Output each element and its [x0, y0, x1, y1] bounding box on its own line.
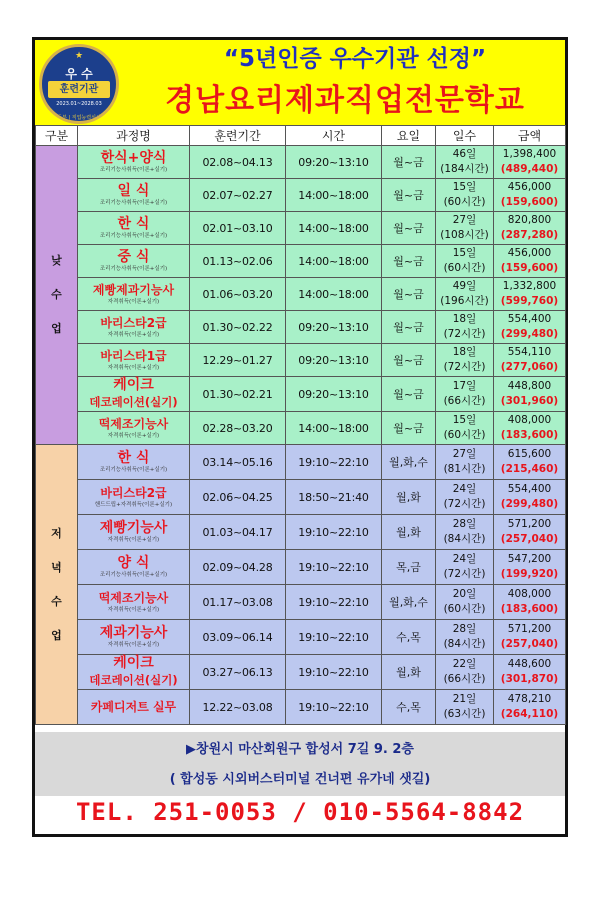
table-row [36, 245, 566, 278]
discounted-amount: (159,600) [500, 262, 559, 274]
course-subtitle: 자격취득(이론+실기) [107, 433, 160, 439]
training-period: 03.27~06.13 [190, 655, 286, 690]
emblem-star-icon: ★ [74, 51, 84, 61]
tuition-amount: 448,600 [507, 658, 552, 670]
hours-count: (66시간) [443, 673, 486, 685]
days-count: 27일 [452, 214, 477, 226]
discounted-amount: (489,440) [500, 163, 559, 175]
course-name: 중 식 [117, 249, 150, 265]
hours-count: (60시간) [443, 429, 486, 441]
class-time: 14:00~18:00 [286, 278, 382, 311]
amount-cell [494, 480, 566, 515]
course-name: 제빵기능사 [99, 520, 168, 536]
landmark-text: ( 합성동 시외버스터미널 건너편 유가네 샛길) [169, 772, 431, 787]
class-time: 09:20~13:10 [286, 146, 382, 179]
hours-count: (84시간) [443, 638, 486, 650]
days-cell [436, 480, 494, 515]
certification-headline: “5년인증 우수기관 선정” [223, 46, 487, 72]
table-row [36, 585, 566, 620]
course-cell [78, 655, 190, 690]
course-schedule-table [35, 125, 566, 725]
discounted-amount: (257,040) [500, 533, 559, 545]
class-time: 09:20~13:10 [286, 311, 382, 344]
discounted-amount: (159,600) [500, 196, 559, 208]
class-time: 14:00~18:00 [286, 212, 382, 245]
tuition-amount: 456,000 [507, 247, 552, 259]
table-row [36, 344, 566, 377]
days-count: 27일 [452, 448, 477, 460]
emblem-top-text: 우 수 [65, 67, 93, 81]
tuition-amount: 554,110 [507, 346, 552, 358]
tuition-amount: 547,200 [507, 553, 552, 565]
course-name: 한 식 [117, 216, 150, 232]
training-period: 01.03~04.17 [190, 515, 286, 550]
amount-cell [494, 515, 566, 550]
training-period: 03.09~06.14 [190, 620, 286, 655]
column-header: 요일 [382, 126, 436, 146]
address-band [35, 732, 565, 796]
tuition-amount: 478,210 [507, 693, 552, 705]
table-row [36, 445, 566, 480]
hours-count: (184시간) [440, 163, 489, 175]
certified-institution-emblem [39, 44, 119, 124]
course-subtitle: 조리기능사취득(이론+실기) [99, 572, 168, 578]
course-cell [78, 690, 190, 725]
course-subtitle: 조리기능사취득(이론+실기) [99, 167, 168, 173]
amount-cell [494, 690, 566, 725]
amount-cell [494, 445, 566, 480]
hours-count: (72시간) [443, 361, 486, 373]
discounted-amount: (215,460) [500, 463, 559, 475]
course-subtitle: 자격취득(이론+실기) [107, 332, 160, 338]
table-row [36, 311, 566, 344]
table-row [36, 377, 566, 412]
course-cell [78, 212, 190, 245]
course-name: 바리스타1급 [100, 349, 167, 363]
tuition-amount: 554,400 [507, 313, 552, 325]
days-cell [436, 445, 494, 480]
amount-cell [494, 620, 566, 655]
table-row [36, 212, 566, 245]
days-cell [436, 245, 494, 278]
tuition-amount: 408,000 [507, 588, 552, 600]
class-days: 월~금 [382, 146, 436, 179]
days-cell [436, 515, 494, 550]
discounted-amount: (183,600) [500, 603, 559, 615]
emblem-small-text: 2023.01~2028.03 [56, 101, 102, 107]
tuition-amount: 408,000 [507, 414, 552, 426]
class-days: 월,화,수 [382, 445, 436, 480]
table-row [36, 412, 566, 445]
column-header: 훈련기간 [190, 126, 286, 146]
course-cell [78, 412, 190, 445]
days-cell [436, 550, 494, 585]
table-row [36, 550, 566, 585]
days-count: 18일 [452, 346, 477, 358]
hours-count: (72시간) [443, 498, 486, 510]
tuition-amount: 1,332,800 [502, 280, 557, 292]
section-label-text: 낮 수 업 [51, 254, 62, 335]
training-period: 12.29~01.27 [190, 344, 286, 377]
days-count: 15일 [452, 414, 477, 426]
days-cell [436, 179, 494, 212]
flyer-frame [32, 37, 568, 837]
class-time: 18:50~21:40 [286, 480, 382, 515]
course-cell [78, 585, 190, 620]
course-cell [78, 480, 190, 515]
course-name: 한 식 [117, 450, 150, 466]
days-cell [436, 655, 494, 690]
table-row [36, 690, 566, 725]
tuition-amount: 554,400 [507, 483, 552, 495]
course-subtitle: 자격취득(이론+실기) [107, 299, 160, 305]
training-period: 01.06~03.20 [190, 278, 286, 311]
days-count: 46일 [452, 148, 477, 160]
course-subtitle: 조리기능사취득(이론+실기) [99, 266, 168, 272]
school-name: 경남요리제과직업전문학교 [165, 83, 525, 118]
course-name: 케이크 [113, 377, 154, 393]
class-days: 월~금 [382, 344, 436, 377]
hours-count: (72시간) [443, 568, 486, 580]
flyer-header [35, 40, 565, 125]
amount-cell [494, 585, 566, 620]
training-period: 01.30~02.21 [190, 377, 286, 412]
days-count: 22일 [452, 658, 477, 670]
course-subtitle: 조리기능사취득(이론+실기) [99, 200, 168, 206]
tuition-amount: 615,600 [507, 448, 552, 460]
class-time: 14:00~18:00 [286, 412, 382, 445]
class-days: 월~금 [382, 179, 436, 212]
days-count: 24일 [452, 483, 477, 495]
class-time: 19:10~22:10 [286, 550, 382, 585]
days-cell [436, 585, 494, 620]
training-period: 01.30~02.22 [190, 311, 286, 344]
hours-count: (60시간) [443, 603, 486, 615]
days-count: 15일 [452, 247, 477, 259]
table-row [36, 179, 566, 212]
days-cell [436, 212, 494, 245]
class-time: 19:10~22:10 [286, 690, 382, 725]
course-name: 제과기능사 [99, 625, 168, 641]
days-count: 17일 [452, 380, 477, 392]
training-period: 02.06~04.25 [190, 480, 286, 515]
days-cell [436, 620, 494, 655]
amount-cell [494, 278, 566, 311]
course-cell [78, 146, 190, 179]
course-cell [78, 445, 190, 480]
course-name: 양 식 [117, 555, 150, 571]
day-classes-body [36, 146, 566, 445]
section-label-text: 저 녁 수 업 [51, 526, 62, 642]
discounted-amount: (301,960) [500, 395, 559, 407]
tuition-amount: 571,200 [507, 518, 552, 530]
course-subtitle: 자격취득(이론+실기) [107, 365, 160, 371]
amount-cell [494, 377, 566, 412]
class-time: 19:10~22:10 [286, 515, 382, 550]
column-header: 구분 [36, 126, 78, 146]
course-subtitle: 자격취득(이론+실기) [107, 607, 160, 613]
discounted-amount: (199,920) [500, 568, 559, 580]
training-period: 02.28~03.20 [190, 412, 286, 445]
course-name: 바리스타2급 [100, 316, 167, 330]
days-count: 24일 [452, 553, 477, 565]
tuition-amount: 1,398,400 [502, 148, 557, 160]
class-time: 19:10~22:10 [286, 655, 382, 690]
section-day-label [36, 146, 78, 445]
discounted-amount: (183,600) [500, 429, 559, 441]
amount-cell [494, 344, 566, 377]
address-text: ▶창원시 마산회원구 합성서 7길 9. 2층 [186, 742, 414, 757]
days-count: 18일 [452, 313, 477, 325]
class-days: 목,금 [382, 550, 436, 585]
discounted-amount: (264,110) [500, 708, 559, 720]
class-time: 09:20~13:10 [286, 377, 382, 412]
course-cell [78, 620, 190, 655]
amount-cell [494, 146, 566, 179]
discounted-amount: (277,060) [500, 361, 559, 373]
column-header: 시간 [286, 126, 382, 146]
discounted-amount: (257,040) [500, 638, 559, 650]
hours-count: (72시간) [443, 328, 486, 340]
course-cell [78, 179, 190, 212]
course-name: 떡제조기능사 [98, 591, 169, 605]
hours-count: (60시간) [443, 262, 486, 274]
class-time: 14:00~18:00 [286, 179, 382, 212]
amount-cell [494, 212, 566, 245]
course-subtitle: 핸드드립+자격취득(이론+실기) [94, 502, 173, 508]
course-subtitle: 데코레이션(실기) [89, 673, 178, 687]
course-cell [78, 550, 190, 585]
table-row [36, 620, 566, 655]
training-period: 02.08~04.13 [190, 146, 286, 179]
course-cell [78, 278, 190, 311]
discounted-amount: (301,870) [500, 673, 559, 685]
training-period: 01.17~03.08 [190, 585, 286, 620]
class-days: 월,화 [382, 655, 436, 690]
days-cell [436, 377, 494, 412]
course-name: 일 식 [117, 183, 150, 199]
course-name: 바리스타2급 [100, 486, 167, 500]
class-time: 19:10~22:10 [286, 585, 382, 620]
days-count: 21일 [452, 693, 477, 705]
class-days: 월~금 [382, 377, 436, 412]
class-time: 14:00~18:00 [286, 245, 382, 278]
days-count: 15일 [452, 181, 477, 193]
class-time: 19:10~22:10 [286, 620, 382, 655]
hours-count: (63시간) [443, 708, 486, 720]
class-days: 월~금 [382, 278, 436, 311]
section-evening-label [36, 445, 78, 725]
discounted-amount: (299,480) [500, 328, 559, 340]
days-cell [436, 412, 494, 445]
column-header: 금액 [494, 126, 566, 146]
training-period: 02.09~04.28 [190, 550, 286, 585]
table-header-row [36, 126, 566, 146]
class-days: 수,목 [382, 620, 436, 655]
days-cell [436, 278, 494, 311]
tuition-amount: 448,800 [507, 380, 552, 392]
days-cell [436, 311, 494, 344]
class-days: 월~금 [382, 245, 436, 278]
course-name: 케이크 [113, 655, 154, 671]
hours-count: (108시간) [440, 229, 489, 241]
tuition-amount: 571,200 [507, 623, 552, 635]
column-header: 일수 [436, 126, 494, 146]
course-cell [78, 377, 190, 412]
training-period: 01.13~02.06 [190, 245, 286, 278]
course-cell [78, 245, 190, 278]
course-name: 떡제조기능사 [98, 417, 169, 431]
class-days: 월~금 [382, 311, 436, 344]
days-count: 49일 [452, 280, 477, 292]
course-name: 제빵제과기능사 [92, 283, 175, 297]
amount-cell [494, 311, 566, 344]
course-subtitle: 조리기능사취득(이론+실기) [99, 467, 168, 473]
amount-cell [494, 655, 566, 690]
discounted-amount: (599,760) [500, 295, 559, 307]
class-time: 19:10~22:10 [286, 445, 382, 480]
amount-cell [494, 179, 566, 212]
emblem-main-text: 훈련기관 [48, 81, 110, 98]
class-days: 월,화 [382, 515, 436, 550]
hours-count: (81시간) [443, 463, 486, 475]
table-row [36, 655, 566, 690]
course-subtitle: 자격취득(이론+실기) [107, 642, 160, 648]
course-name: 카페디저트 실무 [90, 699, 177, 714]
table-row [36, 515, 566, 550]
hours-count: (196시간) [440, 295, 489, 307]
evening-classes-body [36, 445, 566, 725]
days-count: 20일 [452, 588, 477, 600]
days-cell [436, 690, 494, 725]
training-period: 12.22~03.08 [190, 690, 286, 725]
table-row [36, 480, 566, 515]
hours-count: (66시간) [443, 395, 486, 407]
days-cell [436, 344, 494, 377]
tuition-amount: 456,000 [507, 181, 552, 193]
class-time: 09:20~13:10 [286, 344, 382, 377]
amount-cell [494, 550, 566, 585]
course-cell [78, 311, 190, 344]
course-cell [78, 515, 190, 550]
hours-count: (84시간) [443, 533, 486, 545]
emblem-ring-text: 고용노동부 | 직업능력심사평가원 [42, 115, 116, 121]
tuition-amount: 820,800 [507, 214, 552, 226]
course-cell [78, 344, 190, 377]
days-cell [436, 146, 494, 179]
class-days: 월,화 [382, 480, 436, 515]
training-period: 02.01~03.10 [190, 212, 286, 245]
discounted-amount: (287,280) [500, 229, 559, 241]
table-row [36, 146, 566, 179]
flyer-footer [35, 732, 565, 834]
class-days: 수,목 [382, 690, 436, 725]
course-subtitle: 데코레이션(실기) [89, 395, 178, 409]
table-row [36, 278, 566, 311]
amount-cell [494, 412, 566, 445]
discounted-amount: (299,480) [500, 498, 559, 510]
training-period: 02.07~02.27 [190, 179, 286, 212]
days-count: 28일 [452, 623, 477, 635]
course-subtitle: 조리기능사취득(이론+실기) [99, 233, 168, 239]
course-name: 한식+양식 [100, 150, 167, 166]
class-days: 월~금 [382, 212, 436, 245]
column-header: 과정명 [78, 126, 190, 146]
class-days: 월,화,수 [382, 585, 436, 620]
training-period: 03.14~05.16 [190, 445, 286, 480]
amount-cell [494, 245, 566, 278]
class-days: 월~금 [382, 412, 436, 445]
phone-numbers: TEL. 251-0053 / 010-5564-8842 [75, 798, 525, 826]
hours-count: (60시간) [443, 196, 486, 208]
days-count: 28일 [452, 518, 477, 530]
course-subtitle: 자격취득(이론+실기) [107, 537, 160, 543]
